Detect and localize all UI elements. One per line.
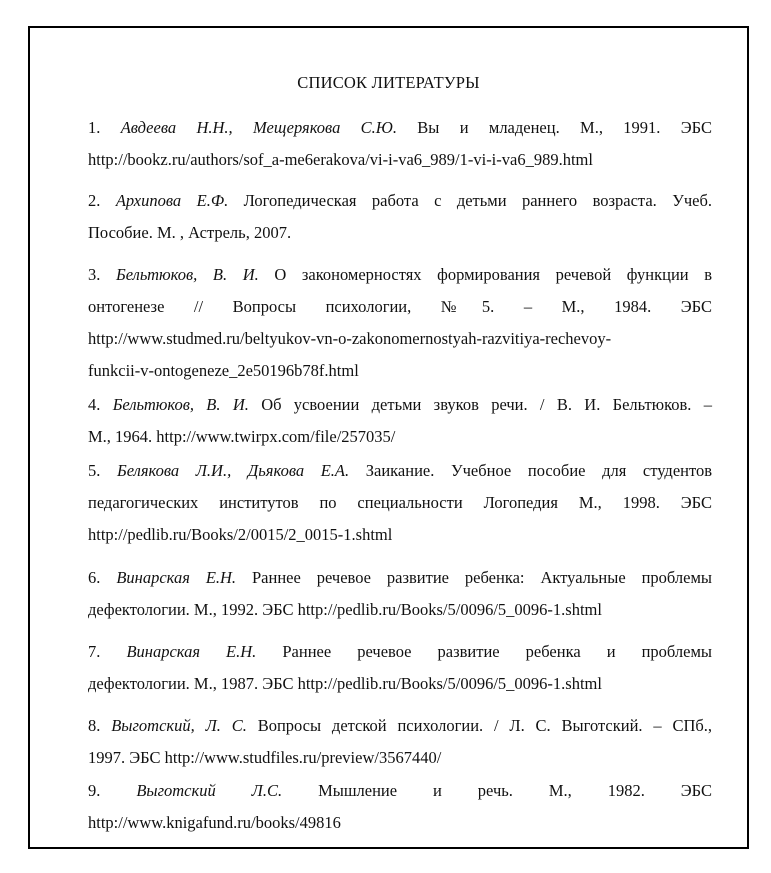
reference-author: Белякова Л.И., Дьякова Е.А. xyxy=(116,461,350,480)
reference-author: Бельтюков, В. И. xyxy=(112,395,249,414)
reference-number: 9. xyxy=(88,781,101,800)
reference-item-7 xyxy=(88,636,712,700)
reference-number: 8. xyxy=(88,716,101,735)
reference-number: 1. xyxy=(88,118,101,137)
reference-text: Раннее речевое развитие ребенка: Актуальные проблемы xyxy=(252,568,712,587)
reference-item-6 xyxy=(88,562,712,626)
reference-line xyxy=(88,636,712,668)
reference-number: 3. xyxy=(88,265,101,284)
reference-author: Винарская Е.Н. xyxy=(126,642,257,661)
reference-line xyxy=(88,455,712,487)
reference-author: Выготский Л.С. xyxy=(136,781,283,800)
reference-number: 6. xyxy=(88,568,101,587)
reference-item-5 xyxy=(88,455,712,551)
reference-author: Винарская Е.Н. xyxy=(116,568,237,587)
reference-line: Пособие. М. , Астрель, 2007. xyxy=(88,223,292,242)
reference-url[interactable]: http://bookz.ru/authors/sof_a-me6erakova/vi-i-va6_989/1-vi-i-va6_989.html xyxy=(88,150,593,169)
reference-line: онтогенезе // Вопросы психологии, №5. – М., 1984. ЭБС xyxy=(88,297,712,316)
reference-line: дефектологии. М., 1987. ЭБС http://pedlib.ru/Books/5/0096/5_0096-1.shtml xyxy=(88,674,602,693)
reference-number: 4. xyxy=(88,395,101,414)
reference-number: 2. xyxy=(88,191,101,210)
reference-line xyxy=(88,259,712,291)
reference-item-1 xyxy=(88,112,712,176)
reference-number: 7. xyxy=(88,642,101,661)
reference-item-4 xyxy=(88,389,712,453)
reference-url[interactable]: http://www.studmed.ru/beltyukov-vn-o-zakonomernostyah-razvitiya-rechevoy- xyxy=(88,329,612,348)
reference-text: Мышление и речь. М., 1982. ЭБС xyxy=(318,781,713,800)
reference-text: Заикание. Учебное пособие для студентов xyxy=(365,461,713,480)
reference-url[interactable]: funkcii-v-ontogeneze_2e50196b78f.html xyxy=(88,361,359,380)
reference-line xyxy=(88,112,712,144)
reference-line xyxy=(88,185,712,217)
reference-author: Архипова Е.Ф. xyxy=(115,191,229,210)
reference-author: Выготский, Л. С. xyxy=(111,716,247,735)
reference-item-8 xyxy=(88,710,712,774)
reference-author: Бельтюков, В. И. xyxy=(115,265,259,284)
reference-item-9 xyxy=(88,775,712,839)
reference-url[interactable]: http://www.knigafund.ru/books/49816 xyxy=(88,813,341,832)
reference-text: Об усвоении детьми звуков речи. / В. И. Бельтюков. – xyxy=(261,395,712,414)
reference-line: 1997. ЭБС http://www.studfiles.ru/preview/3567440/ xyxy=(88,748,442,767)
reference-line xyxy=(88,710,712,742)
page-title: СПИСОК ЛИТЕРАТУРЫ xyxy=(297,73,480,92)
reference-text: Логопедическая работа с детьми раннего возраста. Учеб. xyxy=(243,191,713,210)
reference-line xyxy=(88,562,712,594)
reference-author: Авдеева Н.Н., Мещерякова С.Ю. xyxy=(120,118,397,137)
reference-text: О закономерностях формирования речевой функции в xyxy=(274,265,713,284)
reference-line: педагогических институтов по специальности Логопедия М., 1998. ЭБС xyxy=(88,493,712,512)
reference-line xyxy=(88,775,712,807)
reference-line: М., 1964. http://www.twirpx.com/file/257035/ xyxy=(88,427,396,446)
reference-item-2 xyxy=(88,185,712,249)
reference-line xyxy=(88,389,712,421)
reference-item-3 xyxy=(88,259,712,387)
reference-line: дефектологии. М., 1992. ЭБС http://pedlib.ru/Books/5/0096/5_0096-1.shtml xyxy=(88,600,602,619)
reference-text: Вы и младенец. М., 1991. ЭБС xyxy=(417,118,712,137)
reference-url[interactable]: http://pedlib.ru/Books/2/0015/2_0015-1.shtml xyxy=(88,525,393,544)
reference-number: 5. xyxy=(88,461,101,480)
reference-text: Раннее речевое развитие ребенка и проблемы xyxy=(282,642,713,661)
reference-text: Вопросы детской психологии. / Л. С. Выготский. – СПб., xyxy=(257,716,713,735)
document-page xyxy=(28,26,749,849)
